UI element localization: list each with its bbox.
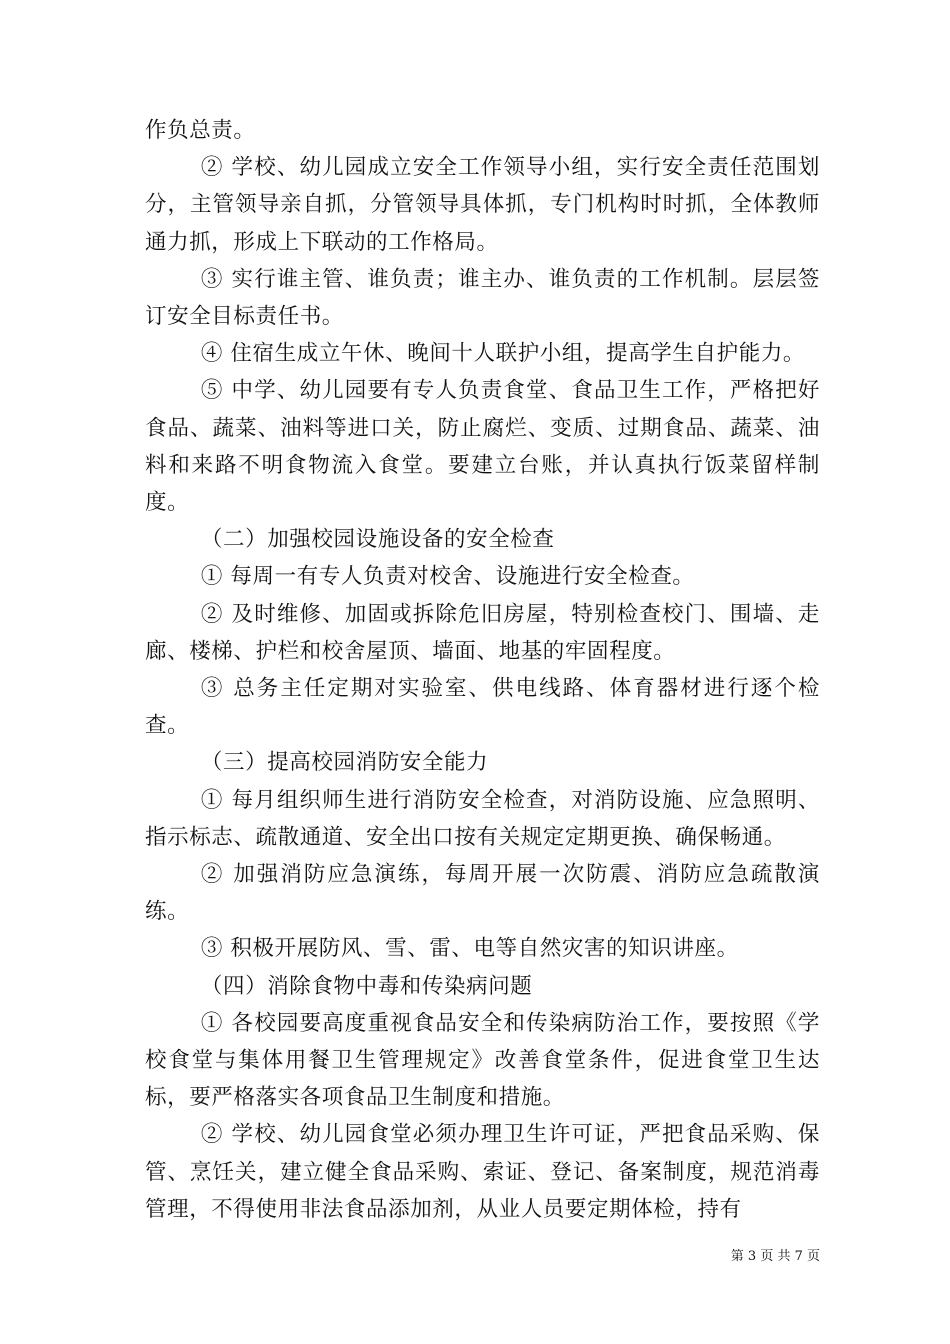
section-heading: （四）消除食物中毒和传染病问题 xyxy=(200,973,533,999)
section-heading: （二）加强校园设施设备的安全检查 xyxy=(200,527,555,553)
paragraph: ③ 实行谁主管、谁负责；谁主办、谁负责的工作机制。层层签订安全目标责任书。 xyxy=(145,266,820,330)
paragraph: ⑤ 中学、幼儿园要有专人负责食堂、食品卫生工作，严格把好食品、蔬菜、油料等进口关，防止腐烂、变质、过期食品、蔬菜、油料和来路不明食物流入食堂。要建立台账，并认真执行饭菜留样制度。 xyxy=(145,378,820,516)
paragraph: 作负总责。 xyxy=(145,118,256,143)
paragraph: ④ 住宿生成立午休、晚间十人联护小组，提高学生自护能力。 xyxy=(200,341,806,367)
paragraph: ③ 总务主任定期对实验室、供电线路、体育器材进行逐个检查。 xyxy=(145,676,820,739)
paragraph: ② 及时维修、加固或拆除危旧房屋，特别检查校门、围墙、走廊、楼梯、护栏和校舍屋顶、墙面、地基的牢固程度。 xyxy=(145,601,820,664)
paragraph: ① 每周一有专人负责对校舍、设施进行安全检查。 xyxy=(200,564,695,590)
page-number: 第 3 页 共 7 页 xyxy=(730,1249,820,1264)
paragraph: ① 各校园要高度重视食品安全和传染病防治工作，要按照《学校食堂与集体用餐卫生管理规定》改善食堂条件，促进食堂卫生达标，要严格落实各项食品卫生制度和措施。 xyxy=(145,1010,820,1111)
paragraph: ③ 积极开展防风、雪、雷、电等自然灾害的知识讲座。 xyxy=(200,936,739,962)
paragraph: ② 加强消防应急演练，每周开展一次防震、消防应急疏散演练。 xyxy=(145,862,820,925)
paragraph: ① 每月组织师生进行消防安全检查，对消防设施、应急照明、指示标志、疏散通道、安全出口按有关规定定期更换、确保畅通。 xyxy=(145,787,820,850)
paragraph: ② 学校、幼儿园食堂必须办理卫生许可证，严把食品采购、保管、烹饪关，建立健全食品采购、索证、登记、备案制度，规范消毒管理，不得使用非法食品添加剂，从业人员要定期体检，持有 xyxy=(145,1122,820,1222)
document-body xyxy=(145,112,820,1228)
paragraph: ② 学校、幼儿园成立安全工作领导小组，实行安全责任范围划分，主管领导亲自抓，分管领导具体抓，专门机构时时抓，全体教师通力抓，形成上下联动的工作格局。 xyxy=(145,155,820,255)
section-heading: （三）提高校园消防安全能力 xyxy=(200,750,489,776)
